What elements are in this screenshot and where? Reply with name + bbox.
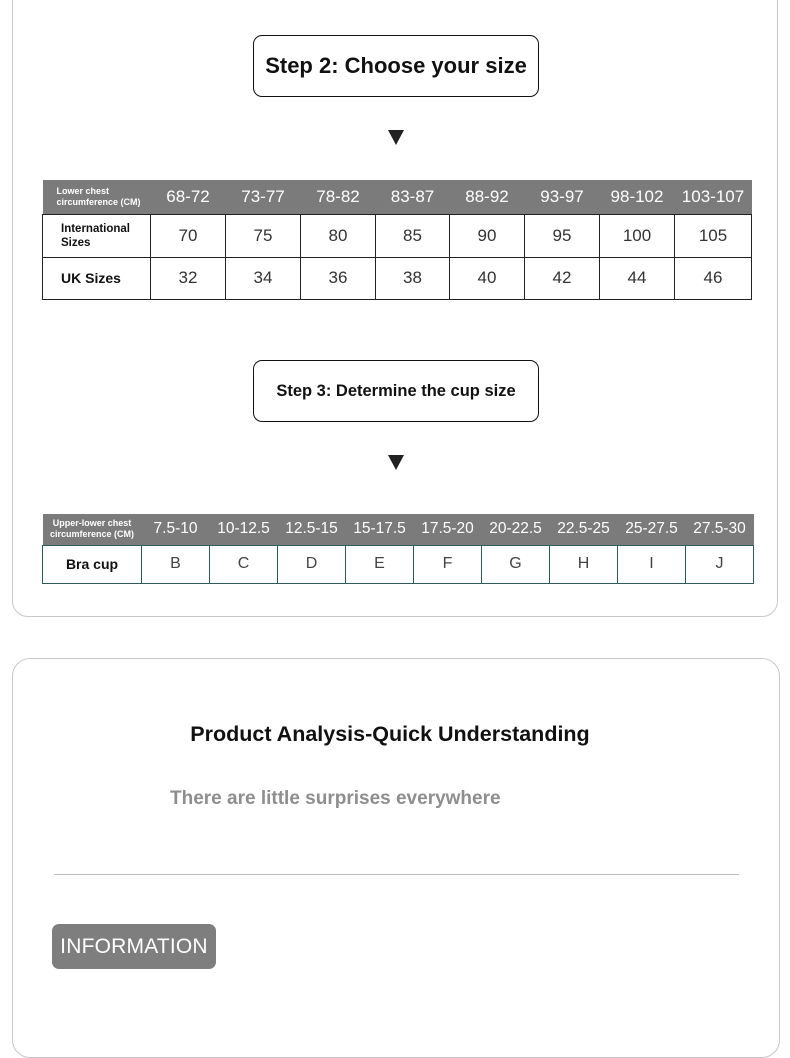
- header-cell: 7.5-10: [142, 514, 210, 545]
- table-cell: 85: [376, 214, 450, 257]
- header-cell: 103-107: [675, 180, 752, 214]
- table-row-bra-cup: [43, 545, 754, 583]
- table-cell: 36: [301, 257, 376, 299]
- table-cell: 38: [376, 257, 450, 299]
- table-cell: 80: [301, 214, 376, 257]
- header-cell: 12.5-15: [278, 514, 346, 545]
- header-cell: 93-97: [525, 180, 600, 214]
- size-chart-table: [42, 180, 752, 300]
- header-cell: 20-22.5: [482, 514, 550, 545]
- table-cell: H: [550, 545, 618, 583]
- divider: [54, 874, 739, 875]
- table-cell: 44: [600, 257, 675, 299]
- header-cell: 25-27.5: [618, 514, 686, 545]
- cup-table-header-row: [43, 514, 754, 545]
- header-label-lower-chest: Lower chest circumference (CM): [43, 180, 151, 214]
- size-table-header-row: [43, 180, 752, 214]
- table-cell: G: [482, 545, 550, 583]
- table-cell: 100: [600, 214, 675, 257]
- header-cell: 15-17.5: [346, 514, 414, 545]
- header-cell: 68-72: [151, 180, 226, 214]
- table-cell: 40: [450, 257, 525, 299]
- step3-title-box: [253, 360, 539, 422]
- row-label: Bra cup: [43, 545, 142, 583]
- section-subtitle: There are little surprises everywhere: [170, 788, 501, 809]
- header-cell: 17.5-20: [414, 514, 482, 545]
- down-arrow-icon: [388, 455, 404, 470]
- table-cell: J: [686, 545, 754, 583]
- table-cell: 95: [525, 214, 600, 257]
- header-cell: 78-82: [301, 180, 376, 214]
- table-cell: 32: [151, 257, 226, 299]
- table-cell: E: [346, 545, 414, 583]
- table-cell: B: [142, 545, 210, 583]
- header-cell: 98-102: [600, 180, 675, 214]
- down-arrow-icon: [388, 130, 404, 145]
- cup-size-table: [42, 514, 754, 584]
- table-cell: 90: [450, 214, 525, 257]
- table-cell: I: [618, 545, 686, 583]
- row-label: UK Sizes: [43, 257, 151, 299]
- header-cell: 83-87: [376, 180, 450, 214]
- header-cell: 88-92: [450, 180, 525, 214]
- information-badge: INFORMATION: [52, 924, 216, 969]
- table-cell: 75: [226, 214, 301, 257]
- row-label: International Sizes: [43, 214, 151, 257]
- table-cell: C: [210, 545, 278, 583]
- table-cell: 70: [151, 214, 226, 257]
- step3-title: Step 3: Determine the cup size: [276, 381, 516, 400]
- table-cell: 34: [226, 257, 301, 299]
- header-label-upper-lower-chest: Upper-lower chest circumference (CM): [43, 514, 142, 545]
- header-cell: 22.5-25: [550, 514, 618, 545]
- table-cell: 46: [675, 257, 752, 299]
- table-cell: F: [414, 545, 482, 583]
- header-cell: 27.5-30: [686, 514, 754, 545]
- table-row-international-sizes: [43, 214, 752, 257]
- table-cell: D: [278, 545, 346, 583]
- step2-title: Step 2: Choose your size: [265, 53, 527, 78]
- table-row-uk-sizes: [43, 257, 752, 299]
- product-analysis-card: [12, 658, 780, 1058]
- step2-title-box: [253, 35, 539, 97]
- table-cell: 105: [675, 214, 752, 257]
- section-title: Product Analysis-Quick Understanding: [190, 722, 590, 746]
- header-cell: 10-12.5: [210, 514, 278, 545]
- header-cell: 73-77: [226, 180, 301, 214]
- table-cell: 42: [525, 257, 600, 299]
